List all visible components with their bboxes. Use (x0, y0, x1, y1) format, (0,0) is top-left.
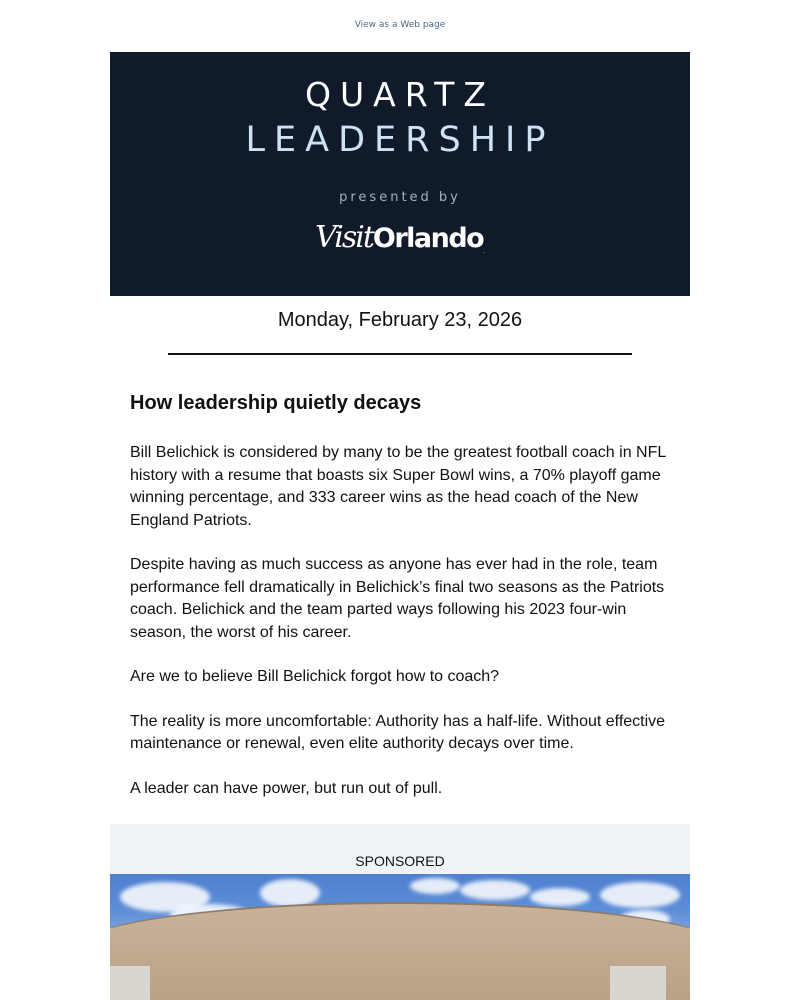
newsletter-header-banner (110, 52, 690, 296)
article-paragraph: Are we to believe Bill Belichick forgot how to coach? (130, 668, 500, 685)
visit-orlando-logo[interactable] (110, 220, 690, 255)
logo-orlando-text: Orlando (372, 223, 484, 254)
presented-by-label: presented by (339, 190, 461, 205)
cloud-shape (410, 878, 460, 894)
stadium-tower-right (610, 966, 666, 1000)
sponsored-stadium-image[interactable] (110, 874, 690, 1000)
logo-visit-text: Visit (315, 220, 373, 255)
cloud-shape (460, 880, 530, 900)
brand-title-leadership: LEADERSHIP (245, 120, 555, 160)
preheader (0, 0, 800, 52)
cloud-shape (530, 888, 590, 906)
sponsored-section (110, 824, 690, 1000)
divider (168, 353, 632, 355)
issue-date: Monday, February 23, 2026 (277, 309, 523, 331)
stadium-tower-left (110, 966, 150, 1000)
article-headline: How leadership quietly decays (130, 392, 422, 414)
stadium-roof (110, 902, 690, 1000)
view-as-web-page-link[interactable]: View as a Web page (354, 20, 446, 30)
article-paragraph: A leader can have power, but run out of pull. (130, 779, 443, 797)
article-paragraph: Despite having as much success as anyone has ever had in the role, team performance fell dramatically in Belichick’s final two seasons as the Patriots coach. Belichick and the team parted ways following his 2023 four-win season, the worst of his career. (130, 556, 665, 641)
article-paragraph: Bill Belichick is considered by many to be the greatest football coach in NFL history with a resume that boasts six Super Bowl wins, a 70% playoff game winning percentage, and 333 career wins as the head coach of the New England Patriots. (130, 444, 666, 529)
brand-title-quartz: QUARTZ (305, 75, 495, 114)
logo-mark: . (483, 249, 485, 255)
article (130, 392, 675, 822)
sponsored-label: SPONSORED (355, 853, 445, 869)
cloud-shape (600, 882, 680, 908)
article-paragraph: The reality is more uncomfortable: Authority has a half-life. Without effective maintenance or renewal, even elite authority decays over time. (130, 712, 666, 752)
